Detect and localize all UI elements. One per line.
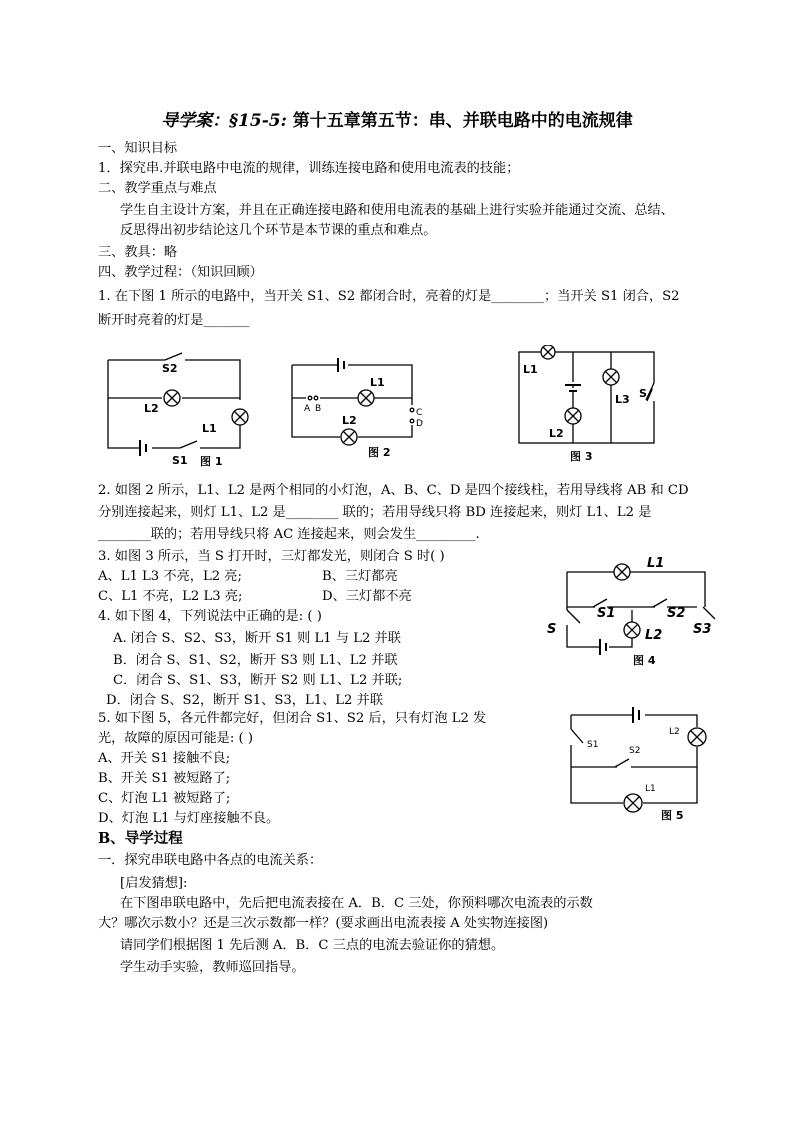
fig4-label-s1: S1 [597, 606, 616, 621]
question-1-line-2: 断开时亮着的灯是_______ [98, 313, 250, 328]
heading-guided-process: B、导学过程 [98, 830, 183, 847]
fig2-label-a: A [304, 404, 311, 414]
title-prefix: 导学案： [161, 111, 230, 131]
fig5-label-l2: L2 [669, 727, 680, 737]
fig3-caption: 图 3 [570, 450, 593, 463]
fig4-label-l2: L2 [645, 628, 663, 643]
hypothesis-text-1: 在下图串联电路中，先后把电流表接在 A．B．C 三处，你预料哪次电流表的示数 [120, 896, 593, 911]
heading-process: 四、教学过程：（知识回顾） [98, 265, 263, 280]
heading-key-points: 二、教学重点与难点 [98, 181, 217, 196]
question-4-option-d: D．闭合 S、S2，断开 S1、S3，L1、L2 并联 [106, 693, 384, 708]
figure-2-circuit [286, 355, 426, 460]
question-4: 4. 如下图 4，下列说法中正确的是: ( ) [98, 609, 322, 624]
fig1-label-s1: S1 [172, 454, 188, 467]
page-title [0, 106, 794, 131]
figure-1-circuit [100, 350, 260, 475]
fig4-label-s2: S2 [667, 606, 686, 621]
heading-objectives: 一、知识目标 [98, 141, 178, 156]
key-points-text-2: 反思得出初步结论这几个环节是本节课的重点和难点。 [120, 223, 437, 238]
question-2-line-3: ________联的；若用导线只将 AC 连接起来，则会发生_________. [98, 527, 480, 542]
key-points-text-1: 学生自主设计方案，并且在正确连接电路和使用电流表的基础上进行实验并能通过交流、总结、 [120, 203, 674, 218]
fig5-caption: 图 5 [661, 809, 684, 822]
question-3: 3. 如图 3 所示，当 S 打开时，三灯都发光，则闭合 S 时( ) [98, 549, 445, 564]
title-rest: 第十五章第五节：串、并联电路中的电流规律 [286, 111, 633, 131]
question-5-line-1: 5. 如下图 5，各元件都完好，但闭合 S1、S2 后，只有灯泡 L2 发 [98, 711, 487, 726]
fig1-label-l2: L2 [144, 402, 159, 415]
question-5-option-d: D、灯泡 L1 与灯座接触不良。 [98, 811, 280, 826]
question-1-line-1: 1. 在下图 1 所示的电路中，当开关 S1、S2 都闭合时，亮着的灯是________；当开关 S1 闭合，S2 [98, 289, 680, 304]
activity-text: 学生动手实验，教师巡回指导。 [120, 960, 305, 975]
figure-3-circuit [515, 345, 665, 465]
question-4-option-a: A. 闭合 S、S2、S3，断开 S1 则 L1 与 L2 并联 [113, 631, 401, 646]
fig5-label-s2: S2 [629, 746, 641, 756]
question-3-option-c: C、L1 不亮，L2 L3 亮; [98, 589, 243, 604]
fig4-label-s: S [547, 622, 557, 637]
heading-materials: 三、教具：略 [98, 245, 178, 260]
fig3-label-l2: L2 [549, 427, 564, 440]
fig2-label-b: B [315, 404, 322, 414]
fig2-label-l1: L1 [370, 376, 385, 389]
fig3-label-s: S [639, 387, 647, 400]
question-4-option-c: C．闭合 S、S1、S3，断开 S2 则 L1、L2 并联; [113, 673, 403, 688]
fig3-label-l1: L1 [523, 363, 538, 376]
fig2-label-c: C [416, 408, 423, 418]
question-5-line-2: 光，故障的原因可能是: ( ) [98, 731, 253, 746]
fig5-label-s1: S1 [587, 740, 599, 750]
fig4-label-s3: S3 [693, 622, 712, 637]
fig2-label-d: D [416, 419, 423, 429]
question-5-option-c: C、灯泡 L1 被短路了; [98, 791, 231, 806]
question-4-option-b: B．闭合 S、S1、S2，断开 S3 则 L1、L2 并联 [113, 653, 398, 668]
fig2-label-l2: L2 [342, 414, 357, 427]
fig1-label-l1: L1 [202, 422, 217, 435]
question-5-option-b: B、开关 S1 被短路了; [98, 771, 231, 786]
fig1-label-s2: S2 [162, 362, 178, 375]
figure-5-circuit [565, 695, 715, 825]
fig4-label-l1: L1 [647, 556, 665, 571]
instruction-text: 请同学们根据图 1 先后测 A．B．C 三点的电流去验证你的猜想。 [120, 938, 505, 953]
question-3-option-b: B、三灯都亮 [322, 569, 398, 584]
section-series-current: 一．探究串联电路中各点的电流关系： [98, 853, 323, 868]
question-3-option-a: A、L1 L3 不亮，L2 亮; [98, 569, 242, 584]
objective-text: 1．探究串.并联电路中电流的规律，训练连接电路和使用电流表的技能； [98, 161, 520, 176]
fig5-label-l1: L1 [645, 784, 656, 794]
question-5-option-a: A、开关 S1 接触不良; [98, 751, 231, 766]
fig2-caption: 图 2 [368, 446, 391, 459]
fig3-label-l3: L3 [615, 393, 630, 406]
fig4-caption: 图 4 [633, 654, 656, 667]
fig1-caption: 图 1 [200, 455, 223, 468]
title-section: §15-5: [229, 111, 287, 131]
figure-4-circuit [545, 555, 720, 670]
label-hypothesis: [启发猜想]: [120, 876, 188, 891]
question-2-line-1: 2. 如图 2 所示，L1、L2 是两个相同的小灯泡，A、B、C、D 是四个接线柱，若用导线将 AB 和 CD [98, 483, 689, 498]
question-3-option-d: D、三灯都不亮 [322, 589, 412, 604]
hypothesis-text-2: 大？哪次示数小？还是三次示数都一样？(要求画出电流表接 A 处实物连接图) [98, 916, 549, 931]
question-2-line-2: 分别连接起来，则灯 L1、L2 是________ 联的；若用导线只将 BD 连接起来，则灯 L1、L2 是 [98, 505, 652, 520]
